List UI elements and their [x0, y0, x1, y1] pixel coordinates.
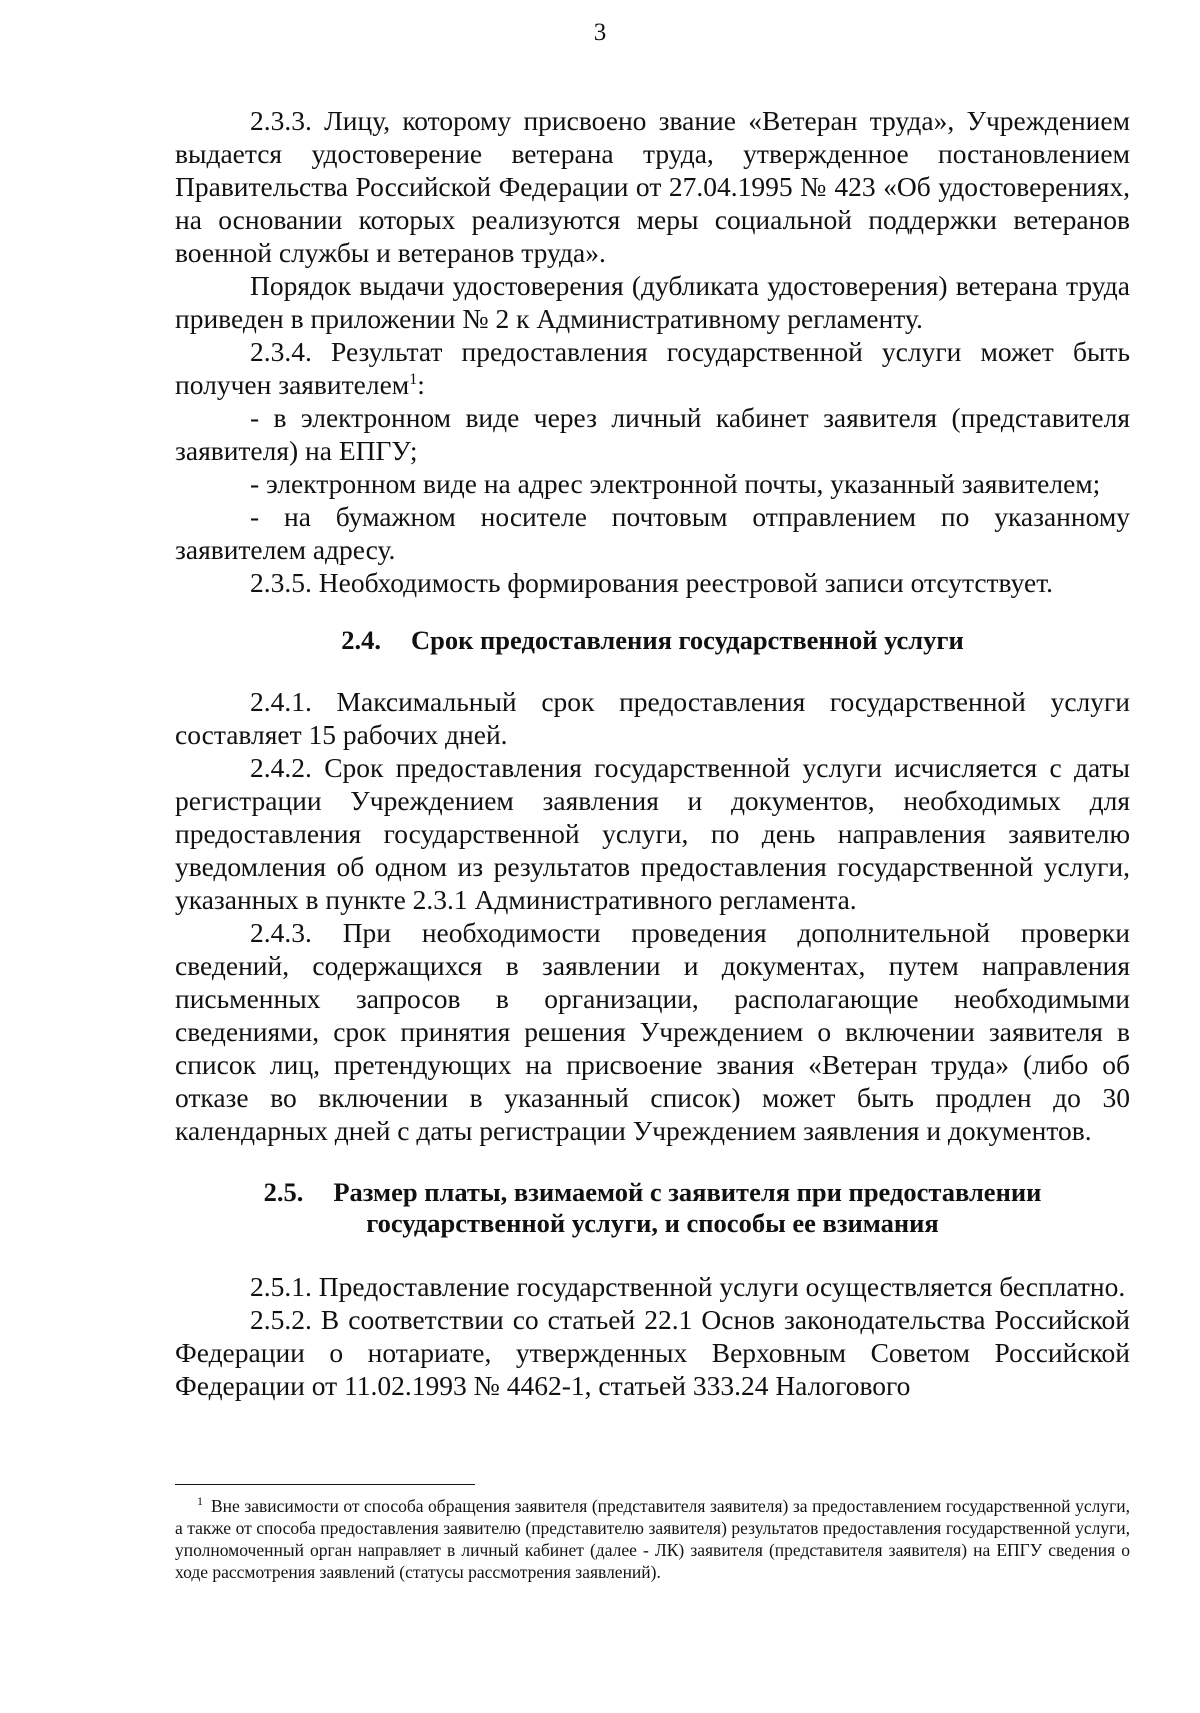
footnote-text: Вне зависимости от способа обращения заявителя (представителя заявителя) за предоставлением государственной услуги, а также от способа предоставления заявителю (представителю заявителя) результатов предоставления государственной услуги, уполномоченный орган направляет в личный кабинет (далее - ЛК) заявителя (представителя заявителя) на ЕПГУ сведения о ходе рассмотрения заявлений (статусы рассмотрения заявлений). [175, 1496, 1130, 1582]
paragraph-2-3-4-suffix: : [417, 369, 425, 400]
paragraph-2-3-3: 2.3.3. Лицу, которому присвоено звание «Ветеран труда», Учреждением выдается удостоверение ветерана труда, утвержденное постановлением Правительства Российской Федерации от 27.04.1995 № 423 «Об удостоверениях, на основании которых реализуются меры социальной поддержки ветеранов военной службы и ветеранов труда». [175, 105, 1130, 268]
section-title-line-1: Размер платы, взимаемой с заявителя при предоставлении [333, 1177, 1042, 1207]
list-item-email: - электронном виде на адрес электронной почты, указанный заявителем; [250, 468, 1101, 499]
section-title: Срок предоставления государственной услуги [411, 625, 964, 655]
section-heading-2-4 [175, 625, 1130, 656]
footnote-mark: 1 [197, 1494, 203, 1509]
paragraph-2-5-2: 2.5.2. В соответствии со статьей 22.1 Основ законодательства Российской Федерации о нотариате, утвержденных Верховным Советом Российской Федерации от 11.02.1993 № 4462-1, статьей 333.24 Налогового [175, 1304, 1130, 1401]
section-number: 2.4. [341, 625, 382, 655]
paragraph-2-3-4 [175, 335, 1130, 401]
footnote-separator [175, 1484, 475, 1485]
paragraph-2-4-1: 2.4.1. Максимальный срок предоставления государственной услуги составляет 15 рабочих дней. [175, 686, 1130, 750]
list-item-paper: - на бумажном носителе почтовым отправлением по указанному заявителем адресу. [175, 501, 1130, 565]
paragraph-2-4-3: 2.4.3. При необходимости проведения дополнительной проверки сведений, содержащихся в заявлении и документах, путем направления письменных запросов в организации, располагающие необходимыми сведениями, срок принятия решения Учреждением о включении заявителя в список лиц, претендующих на присвоение звания «Ветеран труда» (либо об отказе во включении в указанный список) может быть продлен до 30 календарных дней с даты регистрации Учреждением заявления и документов. [175, 917, 1130, 1146]
paragraph-2-3-4-text: 2.3.4. Результат предоставления государственной услуги может быть получен заявителем [175, 336, 1130, 400]
paragraph-2-5-1: 2.5.1. Предоставление государственной услуги осуществляется бесплатно. [250, 1271, 1126, 1302]
footnote [175, 1495, 1130, 1583]
footnote-reference: 1 [409, 370, 418, 388]
paragraph-2-4-2: 2.4.2. Срок предоставления государственной услуги исчисляется с даты регистрации Учреждением заявления и документов, необходимых для предоставления государственной услуги, по день направления заявителю уведомления об одном из результатов предоставления государственной услуги, указанных в пункте 2.3.1 Административного регламента. [175, 752, 1130, 915]
section-number: 2.5. [263, 1177, 304, 1207]
section-title-line-2: государственной услуги, и способы ее взимания [366, 1208, 939, 1238]
paragraph-2-3-5: 2.3.5. Необходимость формирования реестровой записи отсутствует. [250, 567, 1054, 598]
section-heading-2-5 [175, 1177, 1130, 1239]
list-item-epgu: - в электронном виде через личный кабинет заявителя (представителя заявителя) на ЕПГУ; [175, 402, 1130, 466]
paragraph-certificate-procedure: Порядок выдачи удостоверения (дубликата удостоверения) ветерана труда приведен в приложении № 2 к Административному регламенту. [175, 270, 1130, 334]
page-number: 3 [593, 19, 607, 46]
page-content [175, 104, 1130, 1402]
